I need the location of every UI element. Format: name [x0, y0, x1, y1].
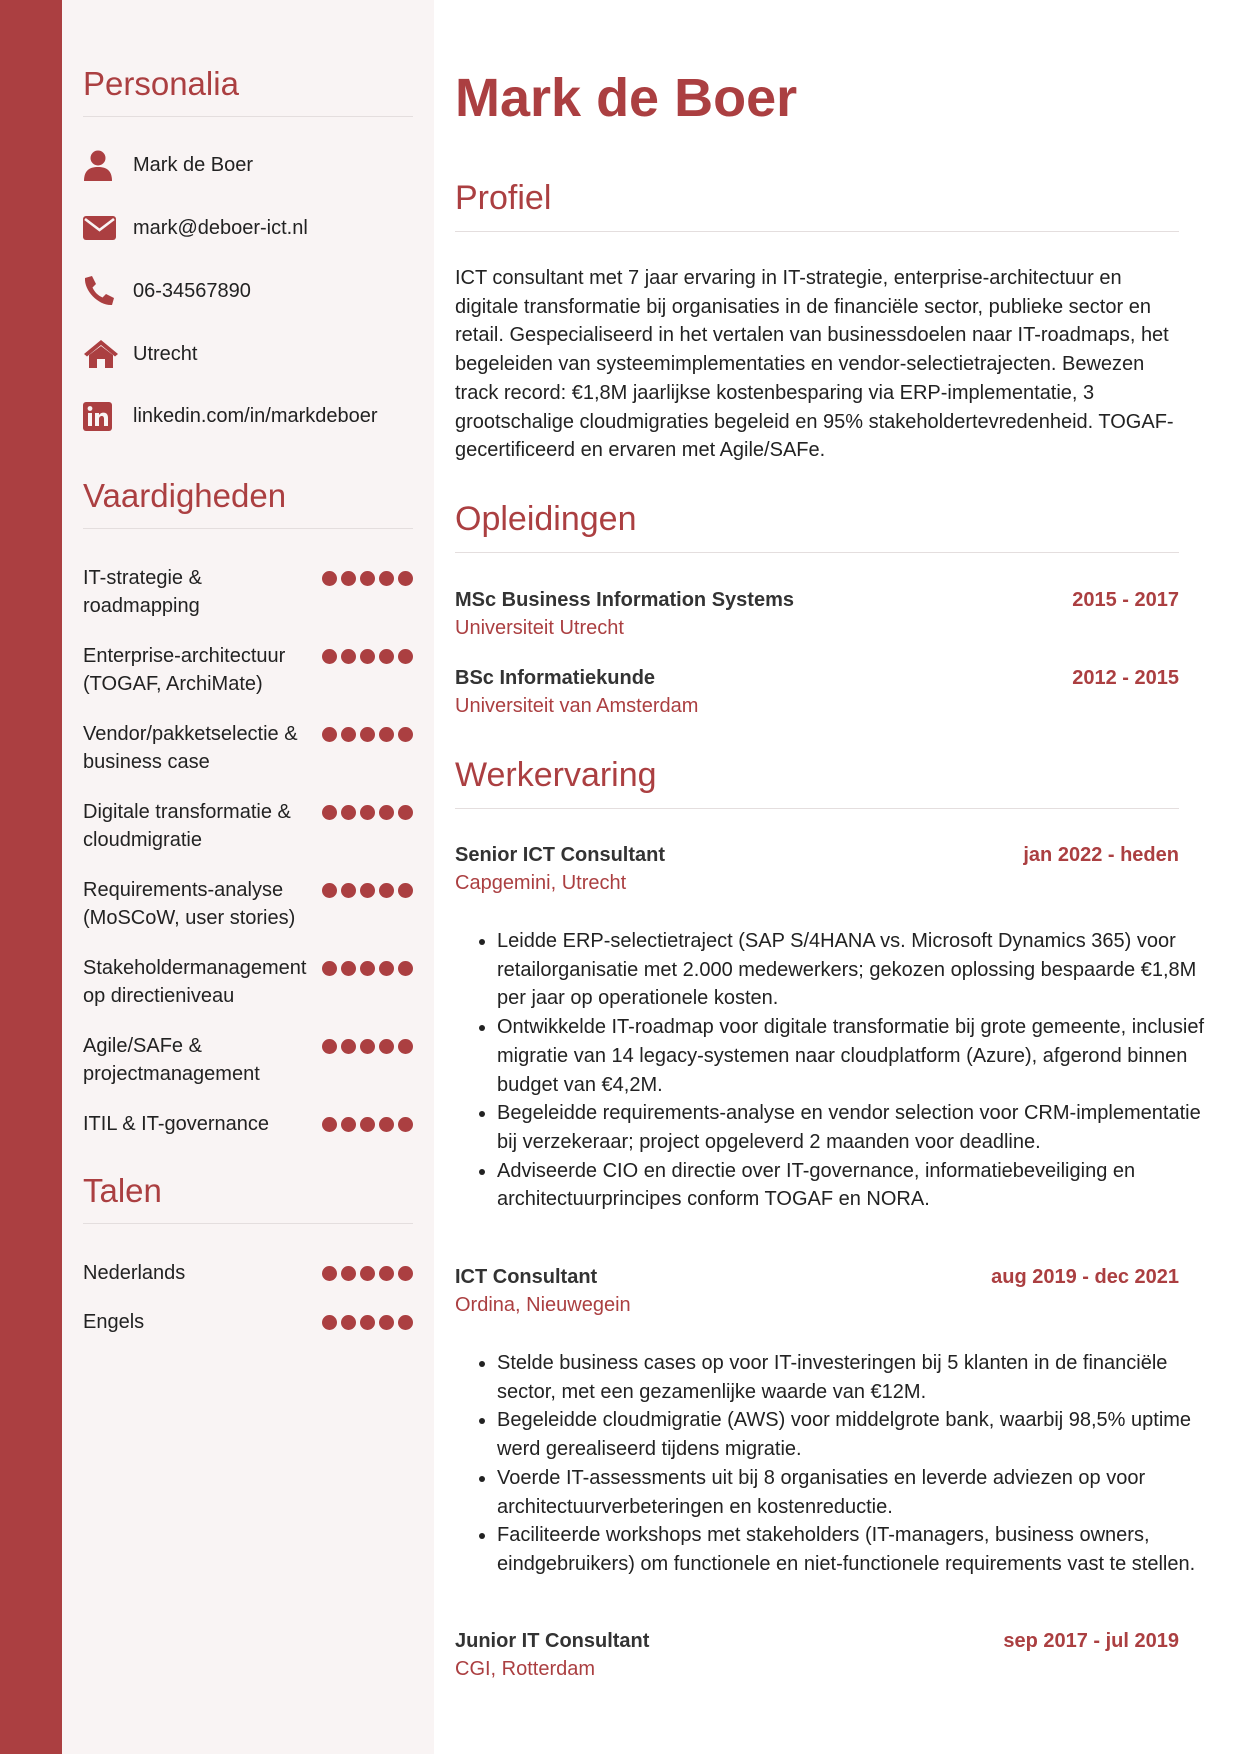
- linkedin-icon: [83, 399, 119, 433]
- skill-name: Digitale transformatie & cloudmigratie: [83, 801, 291, 851]
- rating-dot: [379, 1039, 394, 1054]
- rating-dot: [341, 1315, 356, 1330]
- rating-dot: [360, 1315, 375, 1330]
- divider: [83, 1223, 413, 1224]
- rating-dot: [360, 805, 375, 820]
- experience-section: [455, 755, 1179, 809]
- skill-name: Agile/SAFe & projectmanagement: [83, 1035, 260, 1085]
- rating-dot: [398, 961, 413, 976]
- language-rating: [322, 1266, 413, 1281]
- rating-dot: [379, 1117, 394, 1132]
- contact-text: mark@deboer-ict.nl: [133, 216, 308, 239]
- rating-dot: [398, 1117, 413, 1132]
- rating-dot: [322, 727, 337, 742]
- contact-phone[interactable]: [83, 274, 413, 308]
- rating-dot: [341, 1266, 356, 1281]
- skill-name: IT-strategie & roadmapping: [83, 567, 202, 617]
- company: Ordina, Nieuwegein: [455, 1294, 631, 1316]
- skill-rating: [322, 961, 413, 976]
- rating-dot: [398, 649, 413, 664]
- language-name: Engels: [83, 1311, 145, 1333]
- list-item: • Ontwikkelde IT-roadmap voor digitale transformatie bij grote gemeente, inclusief migratie van 14 legacy-systemen naar cloudplatform (Azure), afgerond binnen budget van €4,2M.: [497, 1013, 1221, 1099]
- education-section: [455, 499, 1179, 553]
- rating-dot: [341, 727, 356, 742]
- skill-item: [83, 564, 413, 620]
- company: Capgemini, Utrecht: [455, 872, 627, 894]
- rating-dot: [322, 1315, 337, 1330]
- rating-dot: [398, 1039, 413, 1054]
- education-entry: [455, 664, 1179, 720]
- divider: [455, 808, 1179, 809]
- skill-name: Enterprise-architectuur (TOGAF, ArchiMate): [83, 645, 286, 695]
- language-name: Nederlands: [83, 1262, 186, 1284]
- rating-dot: [341, 961, 356, 976]
- rating-dot: [360, 649, 375, 664]
- rating-dot: [379, 883, 394, 898]
- rating-dot: [360, 1266, 375, 1281]
- rating-dot: [360, 1117, 375, 1132]
- degree-title: MSc Business Information Systems: [455, 589, 794, 611]
- skill-item: [83, 954, 413, 1010]
- rating-dot: [379, 727, 394, 742]
- rating-dot: [379, 805, 394, 820]
- skill-rating: [322, 805, 413, 820]
- company: CGI, Rotterdam: [455, 1658, 596, 1680]
- job-title: Senior ICT Consultant: [455, 844, 665, 866]
- divider: [83, 528, 413, 529]
- skill-rating: [322, 571, 413, 586]
- list-item: • Voerde IT-assessments uit bij 8 organisaties en leverde adviezen op voor architectuurverbeteringen en kostenreductie.: [497, 1464, 1221, 1521]
- rating-dot: [398, 727, 413, 742]
- rating-dot: [322, 571, 337, 586]
- rating-dot: [360, 1039, 375, 1054]
- job-entry: [455, 841, 1179, 897]
- rating-dot: [322, 649, 337, 664]
- rating-dot: [322, 883, 337, 898]
- personalia-section: [83, 64, 413, 117]
- list-item: • Stelde business cases op voor IT-investeringen bij 5 klanten in de financiële sector, met een gezamenlijke waarde van €12M.: [497, 1349, 1221, 1406]
- language-item: [83, 1259, 413, 1287]
- rating-dot: [379, 649, 394, 664]
- skill-rating: [322, 883, 413, 898]
- job-bullets: [455, 1349, 1221, 1579]
- rating-dot: [379, 961, 394, 976]
- skill-name: Stakeholdermanagement op directieniveau: [83, 957, 307, 1007]
- rating-dot: [341, 1117, 356, 1132]
- rating-dot: [341, 571, 356, 586]
- skill-name: Vendor/pakketselectie & business case: [83, 723, 298, 773]
- rating-dot: [379, 1315, 394, 1330]
- contact-text: 06-34567890: [133, 279, 251, 302]
- skill-rating: [322, 727, 413, 742]
- skills-title: Vaardigheden: [83, 477, 287, 514]
- contact-text: linkedin.com/in/markdeboer: [133, 404, 378, 427]
- contact-name: [83, 148, 413, 182]
- institution: Universiteit van Amsterdam: [455, 695, 699, 717]
- education-title: Opleidingen: [455, 500, 637, 538]
- skill-item: [83, 1110, 413, 1138]
- skill-name: ITIL & IT-governance: [83, 1113, 270, 1135]
- profile-section: [455, 178, 1179, 232]
- degree-title: BSc Informatiekunde: [455, 667, 656, 689]
- profile-title: Profiel: [455, 179, 552, 217]
- rating-dot: [341, 883, 356, 898]
- job-period: sep 2017 - jul 2019: [1003, 1630, 1179, 1652]
- rating-dot: [322, 1039, 337, 1054]
- institution: Universiteit Utrecht: [455, 617, 624, 639]
- education-period: 2015 - 2017: [1072, 589, 1179, 611]
- languages-section: [83, 1171, 413, 1224]
- rating-dot: [360, 961, 375, 976]
- skill-rating: [322, 1039, 413, 1054]
- divider: [455, 231, 1179, 232]
- rating-dot: [322, 1266, 337, 1281]
- job-period: aug 2019 - dec 2021: [991, 1266, 1179, 1288]
- rating-dot: [322, 805, 337, 820]
- phone-icon: [83, 274, 119, 308]
- job-title: ICT Consultant: [455, 1266, 598, 1288]
- rating-dot: [360, 727, 375, 742]
- rating-dot: [341, 649, 356, 664]
- rating-dot: [379, 571, 394, 586]
- contact-email[interactable]: [83, 211, 413, 245]
- list-item: • Begeleidde requirements-analyse en vendor selection voor CRM-implementatie bij verzekeraar; project opgeleverd 2 maanden voor deadline.: [497, 1099, 1221, 1156]
- rating-dot: [360, 883, 375, 898]
- job-entry: [455, 1263, 1179, 1319]
- user-icon: [83, 148, 119, 182]
- candidate-name: Mark de Boer: [455, 68, 798, 128]
- skill-item: [83, 798, 413, 854]
- skill-rating: [322, 1117, 413, 1132]
- job-title: Junior IT Consultant: [455, 1630, 650, 1652]
- skill-rating: [322, 649, 413, 664]
- rating-dot: [398, 805, 413, 820]
- rating-dot: [398, 883, 413, 898]
- contact-location: [83, 337, 413, 371]
- personalia-title: Personalia: [83, 65, 239, 102]
- experience-title: Werkervaring: [455, 756, 657, 794]
- job-period: jan 2022 - heden: [1023, 844, 1179, 866]
- list-item: • Adviseerde CIO en directie over IT-governance, informatiebeveiliging en architectuurprincipes conform TOGAF en NORA.: [497, 1157, 1221, 1214]
- languages-title: Talen: [83, 1172, 162, 1209]
- rating-dot: [360, 571, 375, 586]
- skill-item: [83, 720, 413, 776]
- skills-section: [83, 476, 413, 529]
- rating-dot: [341, 1039, 356, 1054]
- language-rating: [322, 1315, 413, 1330]
- contact-text: Utrecht: [133, 342, 198, 365]
- list-item: • Leidde ERP-selectietraject (SAP S/4HANA vs. Microsoft Dynamics 365) voor retailorganisatie met 2.000 medewerkers; gekozen oplossing bespaarde €1,8M per jaar op operationele kosten.: [497, 927, 1221, 1013]
- accent-bar: [0, 0, 62, 1754]
- job-bullets: [455, 927, 1221, 1214]
- skill-item: [83, 1032, 413, 1088]
- rating-dot: [398, 1266, 413, 1281]
- divider: [455, 552, 1179, 553]
- list-item: • Faciliteerde workshops met stakeholders (IT-managers, business owners, eindgebruikers) om functionele en niet-functionele requirements vast te stellen.: [497, 1521, 1221, 1578]
- rating-dot: [322, 961, 337, 976]
- profile-text: ICT consultant met 7 jaar ervaring in IT-strategie, enterprise-architectuur en digitale transformatie bij organisaties in de financiële sector, publieke sector en retail. Gespecialiseerd in het vertalen van businessdoelen naar IT-roadmaps, het begeleiden van systeemimplementaties en vendor-selectietrajecten. Bewezen track record: €1,8M jaarlijkse kostenbesparing via ERP-implementatie, 3 grootschalige cloudmigraties begeleid en 95% stakeholdertevredenheid. TOGAF-gecertificeerd en ervaren met Agile/SAFe.: [455, 267, 1174, 462]
- list-item: • Begeleidde cloudmigratie (AWS) voor middelgrote bank, waarbij 98,5% uptime werd gerealiseerd tijdens migratie.: [497, 1406, 1221, 1463]
- education-entry: [455, 586, 1179, 642]
- skill-item: [83, 876, 413, 932]
- envelope-icon: [83, 211, 119, 245]
- language-item: [83, 1308, 413, 1336]
- education-period: 2012 - 2015: [1072, 667, 1179, 689]
- sidebar: [62, 0, 434, 1754]
- home-icon: [83, 337, 119, 371]
- skill-name: Requirements-analyse (MoSCoW, user stories): [83, 879, 296, 929]
- skill-item: [83, 642, 413, 698]
- contact-linkedin[interactable]: [83, 399, 413, 433]
- rating-dot: [341, 805, 356, 820]
- divider: [83, 116, 413, 117]
- job-entry: [455, 1627, 1179, 1683]
- rating-dot: [398, 1315, 413, 1330]
- contact-text: Mark de Boer: [133, 153, 254, 176]
- rating-dot: [379, 1266, 394, 1281]
- rating-dot: [322, 1117, 337, 1132]
- rating-dot: [398, 571, 413, 586]
